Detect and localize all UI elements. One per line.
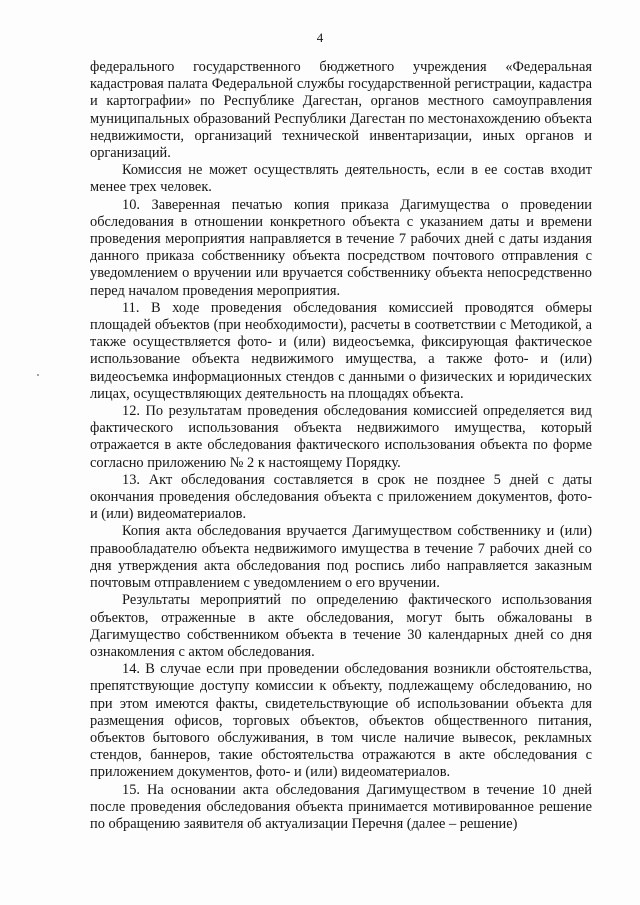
page-number: 4 xyxy=(316,30,324,45)
paragraph-continuation: федерального государственного бюджетного учреждения «Федеральная кадастровая палата Федеральной службы государственной регистрации, кадастра и картографии» по Республике Дагестан, органов местного самоуправления муниципальных образований Республики Дагестан по местонахождению объекта недвижимости, организаций технической инвентаризации, иных органов и организаций. xyxy=(90,59,592,162)
paragraph-commission-quorum: Комиссия не может осуществлять деятельность, если в ее состав входит менее трех человек. xyxy=(90,162,592,196)
paragraph-11: 11. В ходе проведения обследования комиссией проводятся обмеры площадей объектов (при необходимости), расчеты в соответствии с Методикой, а также осуществляется фото- и (или) видеосъемка, фиксирующая фактическое использование объекта недвижимого имущества, а также фото- и (или) видеосъемка информационных стендов с данными о физических и юридических лицах, осуществляющих деятельность на площадях объекта. xyxy=(90,299,592,402)
scan-speck xyxy=(37,374,39,376)
paragraph-12: 12. По результатам проведения обследования комиссией определяется вид фактического использования объекта недвижимого имущества, который отражается в акте обследования фактического использования объекта по форме согласно приложению № 2 к настоящему Порядку. xyxy=(90,403,592,471)
paragraph-14: 14. В случае если при проведении обследования возникли обстоятельства, препятствующие доступу комиссии к объекту, подлежащему обследованию, но при этом имеются факты, свидетельствующие об использовании объекта для размещения офисов, торговых объектов, объектов общественного питания, объектов бытового обслуживания, в том числе наличие вывесок, рекламных стендов, баннеров, такие обстоятельства отражаются в акте обследования с приложением документов, фото- и (или) видеоматериалов. xyxy=(90,661,592,781)
paragraph-10: 10. Заверенная печатью копия приказа Дагимущества о проведении обследования в отношении конкретного объекта с указанием даты и времени проведения мероприятия направляется в течение 7 рабочих дней с даты издания данного приказа собственнику объекта посредством почтового отправления с уведомлением о вручении или вручается собственнику объекта непосредственно перед началом проведения мероприятия. xyxy=(90,196,592,299)
paragraph-13: 13. Акт обследования составляется в срок не позднее 5 дней с даты окончания проведения обследования объекта с приложением документов, фото- и (или) видеоматериалов. xyxy=(90,471,592,523)
paragraph-results-appeal: Результаты мероприятий по определению фактического использования объектов, отраженные в акте обследования, могут быть обжалованы в Дагимущество собственником объекта в течение 30 календарных дней со дня ознакомления с актом обследования. xyxy=(90,592,592,660)
document-body xyxy=(90,59,592,833)
paragraph-15: 15. На основании акта обследования Дагимуществом в течение 10 дней после проведения обследования объекта принимается мотивированное решение по обращению заявителя об актуализации Перечня (далее – решение) xyxy=(90,781,592,832)
paragraph-act-copy: Копия акта обследования вручается Дагимуществом собственнику и (или) правообладателю объекта недвижимого имущества в течение 7 рабочих дней со дня утверждения акта обследования под роспись либо направляется заказным почтовым отправлением с уведомлением о его вручении. xyxy=(90,523,592,592)
